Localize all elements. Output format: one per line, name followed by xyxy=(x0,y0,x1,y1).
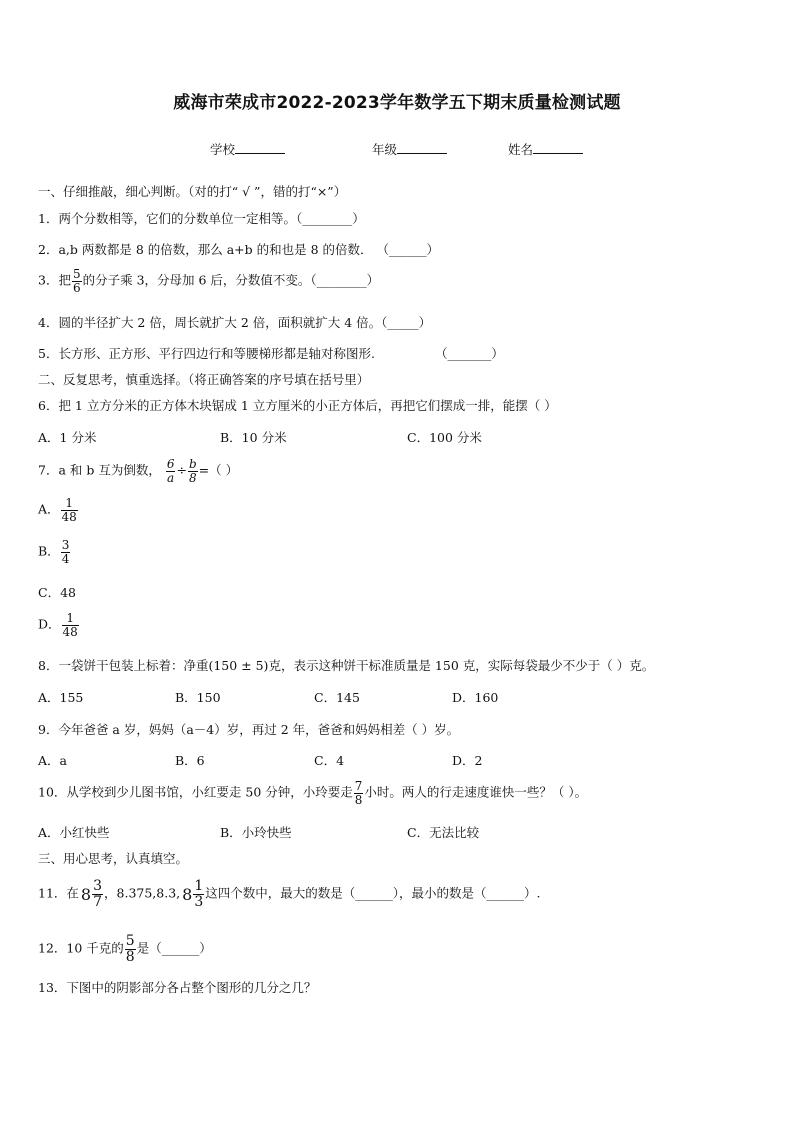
q9-option-d[interactable]: D．2 xyxy=(452,753,483,768)
question-6: 6．把 1 立方分米的正方体木块锯成 1 立方厘米的小正方体后，再把它们摆成一排，能摆（ ） xyxy=(38,398,557,413)
q9-option-b[interactable]: B．6 xyxy=(175,753,205,768)
q7-option-d[interactable]: D． $\frac{1}{48}$ xyxy=(38,611,78,639)
q8-option-c[interactable]: C．145 xyxy=(314,690,360,705)
name-label: 姓名 xyxy=(508,142,534,157)
fraction: $\frac{5}{6}$ xyxy=(72,267,81,295)
section-2-heading: 二、反复思考，慎重选择。（将正确答案的序号填在括号里） xyxy=(38,372,370,387)
fraction: $\frac{1}{3}$ xyxy=(194,878,204,910)
q6-option-a[interactable]: A．1 分米 xyxy=(38,430,97,445)
q9-option-c[interactable]: C．4 xyxy=(314,753,345,768)
q7-option-b[interactable]: B． $\frac{3}{4}$ xyxy=(38,538,70,566)
q6-option-b[interactable]: B．10 分米 xyxy=(220,430,287,445)
question-1: 1．两个分数相等，它们的分数单位一定相等。（________） xyxy=(38,211,365,226)
q8-option-b[interactable]: B．150 xyxy=(175,690,221,705)
school-field xyxy=(210,140,285,158)
question-5: 5．长方形、正方形、平行四边行和等腰梯形都是轴对称图形. （_______） xyxy=(38,346,504,361)
q8-option-d[interactable]: D．160 xyxy=(452,690,499,705)
question-11: 11．在 8 $\frac{3}{7}$ ，8.375,8.3, 8 $\frac{1}{3}$ 这四个数中，最大的数是（______），最小的数是（______）. xyxy=(38,878,541,910)
section-1-heading: 一、仔细推敲，细心判断。（对的打“ √ ”，错的打“×”） xyxy=(38,184,347,199)
q7-option-a[interactable]: A． $\frac{1}{48}$ xyxy=(38,496,77,524)
school-blank[interactable] xyxy=(235,141,285,154)
name-field xyxy=(508,140,583,158)
question-13: 13．下图中的阴影部分各占整个图形的几分之几？ xyxy=(38,980,317,995)
question-9: 9．今年爸爸 a 岁，妈妈（a－4）岁，再过 2 年，爸爸和妈妈相差（ ）岁。 xyxy=(38,722,460,737)
q10-option-c[interactable]: C．无法比较 xyxy=(407,825,480,840)
q7-option-c[interactable]: C．48 xyxy=(38,585,76,600)
question-12: 12．10 千克的 $\frac{5}{8}$ 是（______） xyxy=(38,933,212,965)
q6-option-c[interactable]: C．100 分米 xyxy=(407,430,482,445)
fraction: $\frac{b}{8}$ xyxy=(188,457,197,485)
fraction: $\frac{3}{7}$ xyxy=(93,878,103,910)
question-2: 2．a,b 两数都是 8 的倍数，那么 a+b 的和也是 8 的倍数． （______） xyxy=(38,242,440,257)
question-8: 8．一袋饼干包装上标着：净重(150 ± 5)克，表示这种饼干标准质量是 150 克，实际每袋最少不少于（ ）克。 xyxy=(38,658,655,673)
question-4: 4．圆的半径扩大 2 倍，周长就扩大 2 倍，面积就扩大 4 倍。（_____） xyxy=(38,315,432,330)
school-label: 学校 xyxy=(210,142,236,157)
question-10: 10．从学校到少儿图书馆，小红要走 50 分钟，小玲要走 $\frac{7}{8}$ 小时。两人的行走速度谁快一些？（ ）。 xyxy=(38,779,588,807)
grade-field xyxy=(372,140,447,158)
fraction: $\frac{7}{8}$ xyxy=(354,779,363,807)
section-3-heading: 三、用心思考，认真填空。 xyxy=(38,851,189,866)
fraction: $\frac{5}{8}$ xyxy=(125,933,135,965)
page-title: 威海市荣成市2022-2023学年数学五下期末质量检测试题 xyxy=(173,93,621,113)
fraction: $\frac{6}{a}$ xyxy=(166,457,175,485)
q8-option-a[interactable]: A．155 xyxy=(38,690,84,705)
question-3: 3．把 $\frac{5}{6}$ 的分子乘 3，分母加 6 后，分数值不变。（________） xyxy=(38,267,380,295)
question-7: 7．a 和 b 互为倒数， $\frac{6}{a}$ ÷ $\frac{b}{8}$ =（ ） xyxy=(38,457,239,485)
q10-option-a[interactable]: A．小红快些 xyxy=(38,825,110,840)
q10-option-b[interactable]: B．小玲快些 xyxy=(220,825,292,840)
q9-option-a[interactable]: A．a xyxy=(38,753,67,768)
name-blank[interactable] xyxy=(533,141,583,154)
grade-label: 年级 xyxy=(372,142,398,157)
grade-blank[interactable] xyxy=(397,141,447,154)
